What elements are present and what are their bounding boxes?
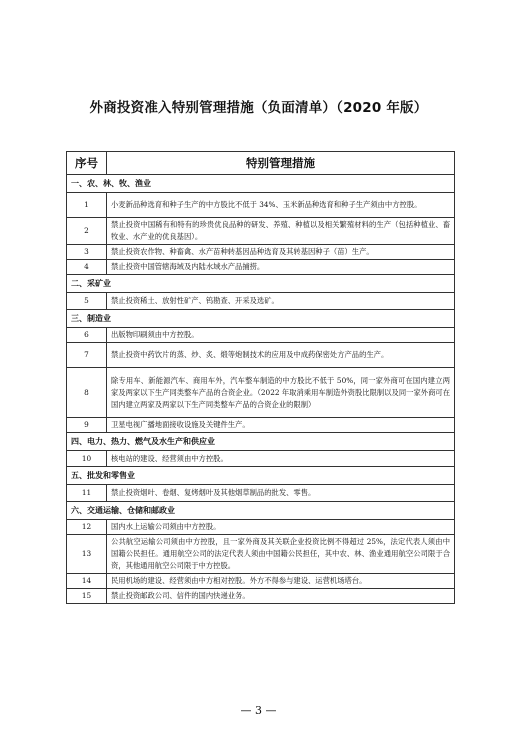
header-serial-number: 序号 (67, 152, 107, 175)
row-measure-text: 核电站的建设、经营须由中方控股。 (107, 451, 455, 467)
row-number: 9 (67, 418, 107, 433)
category-label: 三、制造业 (67, 310, 455, 328)
table-header-row (67, 152, 455, 175)
table-row (67, 418, 455, 433)
row-number: 1 (67, 193, 107, 218)
row-measure-text: 出版物印刷须由中方控股。 (107, 328, 455, 343)
row-number: 15 (67, 589, 107, 604)
row-measure-text: 公共航空运输公司须由中方控股，且一家外商及其关联企业投资比例不得超过 25%，法定代表人须由中国籍公民担任。通用航空公司的法定代表人须由中国籍公民担任，其中农、林、渔业通用航空公司限于合资，其他通用航空公司限于中方控股。 (107, 535, 455, 574)
table-row (67, 245, 455, 260)
table-row (67, 485, 455, 502)
row-number: 10 (67, 451, 107, 467)
row-number: 5 (67, 293, 107, 310)
row-number: 14 (67, 574, 107, 589)
category-row (67, 433, 455, 451)
table-row (67, 589, 455, 604)
category-label: 四、电力、热力、燃气及水生产和供应业 (67, 433, 455, 451)
row-measure-text: 卫星电视广播地面接收设施及关键件生产。 (107, 418, 455, 433)
table-row (67, 535, 455, 574)
row-number: 4 (67, 260, 107, 275)
row-measure-text: 禁止投资邮政公司、信件的国内快递业务。 (107, 589, 455, 604)
row-number: 8 (67, 368, 107, 418)
row-number: 13 (67, 535, 107, 574)
row-measure-text: 禁止投资农作物、种畜禽、水产苗种转基因品种选育及其转基因种子（苗）生产。 (107, 245, 455, 260)
category-row (67, 310, 455, 328)
row-number: 2 (67, 218, 107, 245)
row-number: 3 (67, 245, 107, 260)
row-measure-text: 禁止投资中国稀有和特有的珍贵优良品种的研发、养殖、种植以及相关繁殖材料的生产（包括种植业、畜牧业、水产业的优良基因）。 (107, 218, 455, 245)
category-row (67, 175, 455, 193)
table-row (67, 574, 455, 589)
row-number: 11 (67, 485, 107, 502)
row-measure-text: 禁止投资稀土、放射性矿产、钨勘查、开采及选矿。 (107, 293, 455, 310)
row-measure-text: 禁止投资中药饮片的蒸、炒、炙、煅等炮制技术的应用及中成药保密处方产品的生产。 (107, 343, 455, 368)
row-measure-text: 除专用车、新能源汽车、商用车外，汽车整车制造的中方股比不低于 50%，同一家外商可在国内建立两家及两家以下生产同类整车产品的合资企业。（2022 年取消乘用车制造外资股比限制以及同一家外商可在国内建立两家及两家以下生产同类整车产品的合资企业的限制） (107, 368, 455, 418)
table-row (67, 293, 455, 310)
table-row (67, 451, 455, 467)
row-number: 12 (67, 520, 107, 535)
category-row (67, 467, 455, 485)
table-row (67, 193, 455, 218)
table-body (67, 175, 455, 604)
row-measure-text: 国内水上运输公司须由中方控股。 (107, 520, 455, 535)
row-number: 6 (67, 328, 107, 343)
header-measures: 特别管理措施 (107, 152, 455, 175)
row-measure-text: 禁止投资中国管辖海域及内陆水域水产品捕捞。 (107, 260, 455, 275)
table-row (67, 343, 455, 368)
category-label: 一、农、林、牧、渔业 (67, 175, 455, 193)
row-measure-text: 小麦新品种选育和种子生产的中方股比不低于 34%、玉米新品种选育和种子生产须由中方控股。 (107, 193, 455, 218)
row-measure-text: 禁止投资烟叶、卷烟、复烤烟叶及其他烟草制品的批发、零售。 (107, 485, 455, 502)
row-measure-text: 民用机场的建设、经营须由中方相对控股。外方不得参与建设、运营机场塔台。 (107, 574, 455, 589)
row-number: 7 (67, 343, 107, 368)
table-row (67, 520, 455, 535)
negative-list-table (66, 151, 455, 604)
table-row (67, 218, 455, 245)
table-row (67, 260, 455, 275)
category-row (67, 275, 455, 293)
document-title: 外商投资准入特别管理措施（负面清单）（2020 年版） (89, 100, 428, 116)
page-number: — 3 — (240, 704, 277, 717)
table-row (67, 328, 455, 343)
category-label: 二、采矿业 (67, 275, 455, 293)
table-row (67, 368, 455, 418)
category-label: 六、交通运输、仓储和邮政业 (67, 502, 455, 520)
category-label: 五、批发和零售业 (67, 467, 455, 485)
category-row (67, 502, 455, 520)
